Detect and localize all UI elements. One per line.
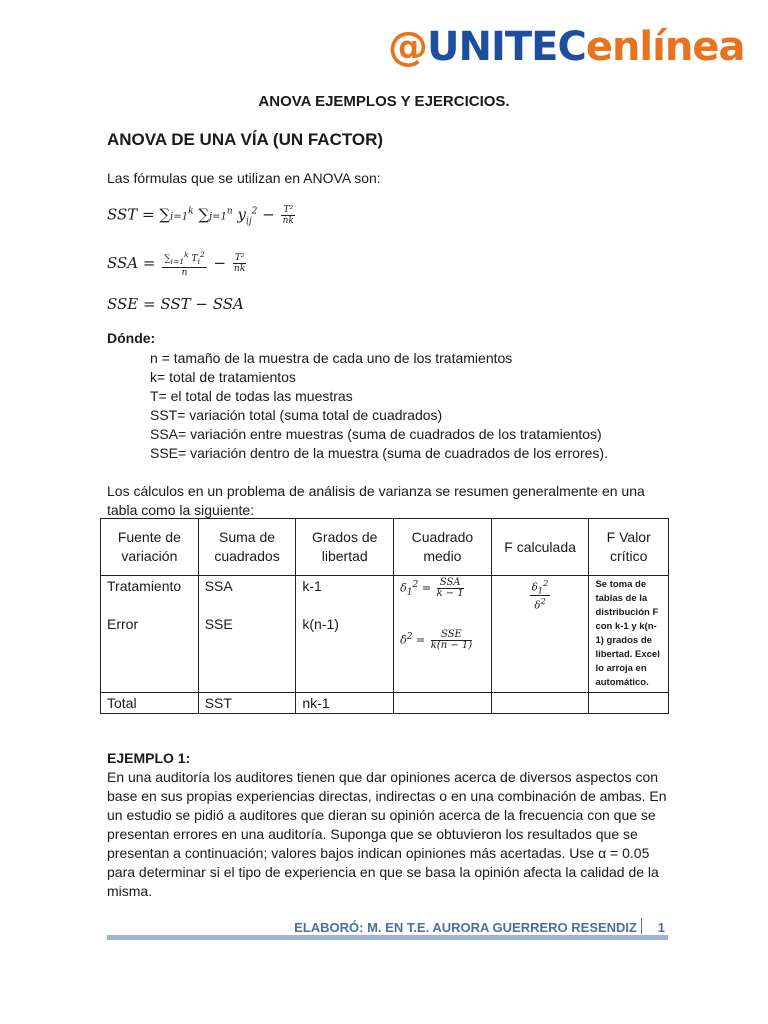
document-title: ANOVA EJEMPLOS Y EJERCICIOS.	[258, 93, 510, 110]
header-fcrit: F Valor crítico	[589, 519, 669, 576]
cell-fcrit	[589, 576, 669, 693]
label-total: Total	[101, 693, 199, 714]
cell-fuente	[101, 576, 199, 693]
empty-cell	[491, 693, 589, 714]
definition-item: k= total de tratamientos	[150, 369, 296, 385]
header-fcalc: F calculada	[491, 519, 589, 576]
header-fuente: Fuente de variación	[101, 519, 199, 576]
value-ssa: SSA	[204, 578, 233, 594]
empty-cell	[589, 693, 669, 714]
formula-sst-lhs: SST =	[107, 205, 160, 224]
label-error: Error	[107, 616, 139, 632]
formula-ms-error: $\delta^2$ = $\frac{\text{SSE}}{k(n - 1)}$	[400, 629, 473, 651]
logo-at: @	[388, 24, 427, 70]
unitec-logo	[388, 24, 744, 70]
value-df-error: k(n-1)	[302, 616, 339, 632]
anova-table	[100, 518, 669, 714]
cell-grados	[296, 576, 394, 693]
formulas-intro: Las fórmulas que se utilizan en ANOVA son:	[107, 170, 381, 186]
value-df-treat: k-1	[302, 578, 322, 594]
value-df-total: nk-1	[296, 693, 394, 714]
logo-tail: enlínea	[585, 24, 745, 70]
formula-ssa: SSA = $\frac{\sum_{i=1}^k T_i^2}{n}$ − $\frac{\text{T²}}{nk}$	[107, 250, 246, 278]
cell-suma	[198, 576, 296, 693]
example-title: EJEMPLO 1:	[107, 750, 191, 766]
definition-item: n = tamaño de la muestra de cada uno de los tratamientos	[150, 350, 513, 366]
label-tratamiento: Tratamiento	[107, 578, 182, 594]
formula-sse: SSE = SST − SSA	[107, 295, 244, 313]
section-title: ANOVA DE UNA VÍA (UN FACTOR)	[107, 130, 384, 149]
formula-sst: SST = $\sum i=1^k$ $\sum j=1^n$ $y_{ij}^2$ − $\frac{\text{T²}}{nk}$	[107, 205, 294, 227]
header-grados: Grados de libertad	[296, 519, 394, 576]
page-number: 1	[657, 920, 665, 935]
definition-item: T= el total de todas las muestras	[150, 388, 353, 404]
cell-cuadrado	[394, 576, 492, 693]
definitions-list	[150, 349, 608, 463]
donde-label: Dónde:	[107, 330, 156, 346]
footer-divider	[641, 918, 642, 934]
table-intro: Los cálculos en un problema de análisis de varianza se resumen generalmente en una tabla como la siguiente:	[107, 483, 645, 518]
fcrit-note: Se toma de tablas de la distribución F con k-1 y k(n-1) grados de libertad. Excel lo arroja en automático.	[595, 579, 660, 688]
formula-ms-treat: $\delta_1^2$ = $\frac{\text{SSA}}{k - 1}$	[400, 577, 464, 599]
definition-item: SSE= variación dentro de la muestra (suma de cuadrados de los errores).	[150, 445, 608, 461]
formula-f-ratio: $\frac{\delta_1^2}{\delta^2}$	[531, 578, 549, 612]
value-sse: SSE	[204, 616, 233, 632]
logo-brand: UNITEC	[427, 24, 586, 70]
example-text: En una auditoría los auditores tienen que dar opiniones acerca de diversos aspectos con base en sus propias experiencias directas, indirectas o en una combinación de ambas. En un estudio se pidió a auditores que dieran su opinión acerca de la frecuencia con que se presentan errores en una auditoría. Suponga que se obtuvieron los resultados que se presentan a continuación; valores bajos indican opiniones más acertadas. Use α = 0.05 para determinar si el tipo de experiencia en que se basa la opinión afecta la calidad de la misma.	[107, 769, 667, 899]
definition-item: SST= variación total (suma total de cuadrados)	[150, 407, 443, 423]
definition-item: SSA= variación entre muestras (suma de cuadrados de los tratamientos)	[150, 426, 602, 442]
footer-author: ELABORÓ: M. EN T.E. AURORA GUERRERO RESENDIZ	[294, 920, 637, 935]
value-sst: SST	[198, 693, 296, 714]
header-suma: Suma de cuadrados	[198, 519, 296, 576]
empty-cell	[394, 693, 492, 714]
header-cuadrado: Cuadrado medio	[394, 519, 492, 576]
cell-fcalc	[491, 576, 589, 693]
footer-rule	[107, 935, 668, 940]
